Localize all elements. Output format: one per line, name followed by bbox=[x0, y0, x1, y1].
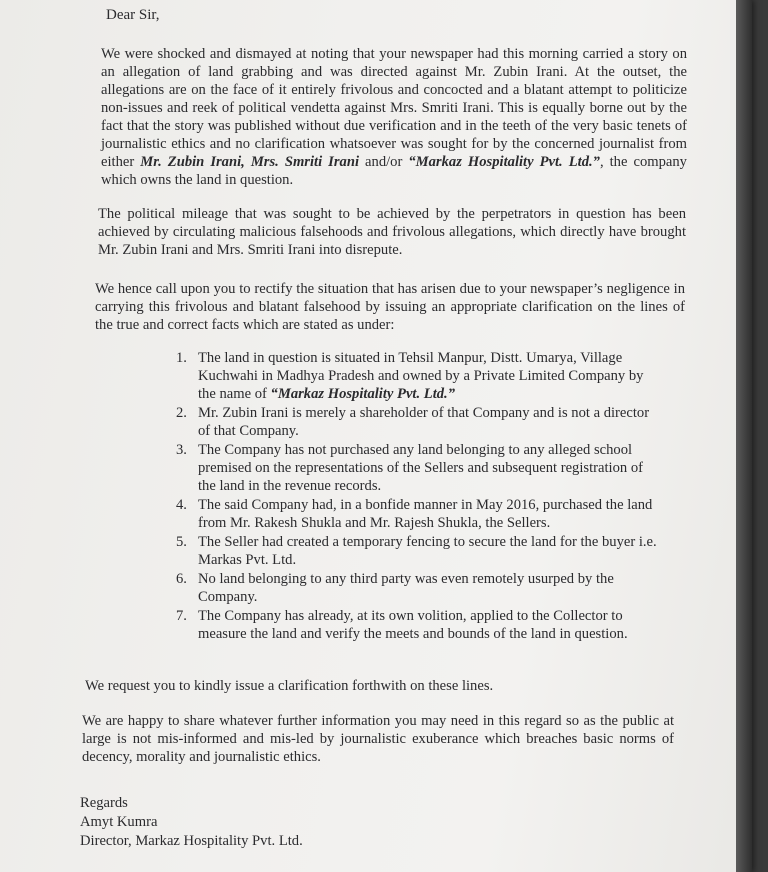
list-item-number: 3. bbox=[176, 442, 187, 458]
list-item-text: The Company has already, at its own volition, applied to the Collector to measure the land and verify the meets and bounds of the land in question. bbox=[198, 608, 628, 642]
paragraph-call-to-rectify: We hence call upon you to rectify the situation that has arisen due to your newspaper’s negligence in carrying this frivolous and blatant falsehood by issuing an appropriate clarification on the lines of the true and correct facts which are stated as under: bbox=[95, 281, 685, 333]
signatory-title: Director, Markaz Hospitality Pvt. Ltd. bbox=[80, 833, 303, 849]
paragraph-request: We request you to kindly issue a clarification forthwith on these lines. bbox=[85, 678, 494, 694]
company-emphasis: “Markaz Hospitality Pvt. Ltd.” bbox=[408, 154, 600, 170]
signature-block bbox=[80, 794, 303, 851]
list-item bbox=[168, 404, 664, 440]
signatory-name: Amyt Kumra bbox=[80, 814, 158, 830]
closing: Regards bbox=[80, 795, 128, 811]
salutation: Dear Sir, bbox=[106, 7, 160, 23]
list-item bbox=[168, 607, 664, 643]
list-item-number: 6. bbox=[176, 571, 187, 587]
list-item-number: 5. bbox=[176, 534, 187, 550]
list-item bbox=[168, 441, 664, 495]
list-item-text: The said Company had, in a bonfide manner in May 2016, purchased the land from Mr. Rakesh Shukla and Mr. Rajesh Shukla, the Sellers. bbox=[198, 497, 653, 531]
company-emphasis: “Markaz Hospitality Pvt. Ltd.” bbox=[270, 386, 455, 402]
paragraph-text: and/or bbox=[359, 154, 409, 170]
list-item bbox=[168, 533, 664, 569]
list-item-text: Mr. Zubin Irani is merely a shareholder of that Company and is not a director of that Company. bbox=[198, 405, 650, 439]
background-edge bbox=[736, 0, 752, 872]
list-item-number: 2. bbox=[176, 405, 187, 421]
list-item-text: No land belonging to any third party was even remotely usurped by the Company. bbox=[198, 571, 614, 605]
paragraph-further-info: We are happy to share whatever further information you may need in this regard so as the public at large is not mis-informed and mis-led by journalistic exuberance which breaches basic norms of decency, morality and journalistic ethics. bbox=[82, 713, 674, 765]
list-item-number: 1. bbox=[176, 350, 187, 366]
list-item-number: 4. bbox=[176, 497, 187, 513]
paragraph-text: , the company which owns the land in question. bbox=[101, 154, 687, 188]
names-emphasis: Mr. Zubin Irani, Mrs. Smriti Irani bbox=[140, 154, 360, 170]
list-item bbox=[168, 570, 664, 606]
list-item-text: The Seller had created a temporary fencing to secure the land for the buyer i.e. Markas Pvt. Ltd. bbox=[198, 534, 657, 568]
list-item-text: The land in question is situated in Tehsil Manpur, Distt. Umarya, Village Kuchwahi in Madhya Pradesh and owned by a Private Limited Company by the name of bbox=[198, 350, 644, 402]
paragraph-political-mileage: The political mileage that was sought to be achieved by the perpetrators in question has been achieved by circulating malicious falsehoods and frivolous allegations, which directly have brought Mr. Zubin Irani and Mrs. Smriti Irani into disrepute. bbox=[98, 206, 686, 258]
list-item-text: The Company has not purchased any land belonging to any alleged school premised on the representations of the Sellers and subsequent registration of the land in the revenue records. bbox=[198, 442, 643, 494]
list-item bbox=[168, 349, 664, 403]
paragraph-text: We were shocked and dismayed at noting that your newspaper had this morning carried a story on an allegation of land grabbing and was directed against Mr. Zubin Irani. At the outset, the allegations are on the face of it entirely frivolous and concocted and a blatant attempt to politicize non-issues and reek of political vendetta against Mrs. Smriti Irani. This is equally borne out by the fact that the story was published without due verification and in the teeth of the very basic tenets of journalistic ethics and no clarification whatsoever was sought for by the concerned journalist from either bbox=[101, 46, 687, 170]
list-item-number: 7. bbox=[176, 608, 187, 624]
list-item bbox=[168, 496, 664, 532]
paragraph-allegation bbox=[101, 45, 687, 189]
facts-list bbox=[168, 349, 664, 644]
